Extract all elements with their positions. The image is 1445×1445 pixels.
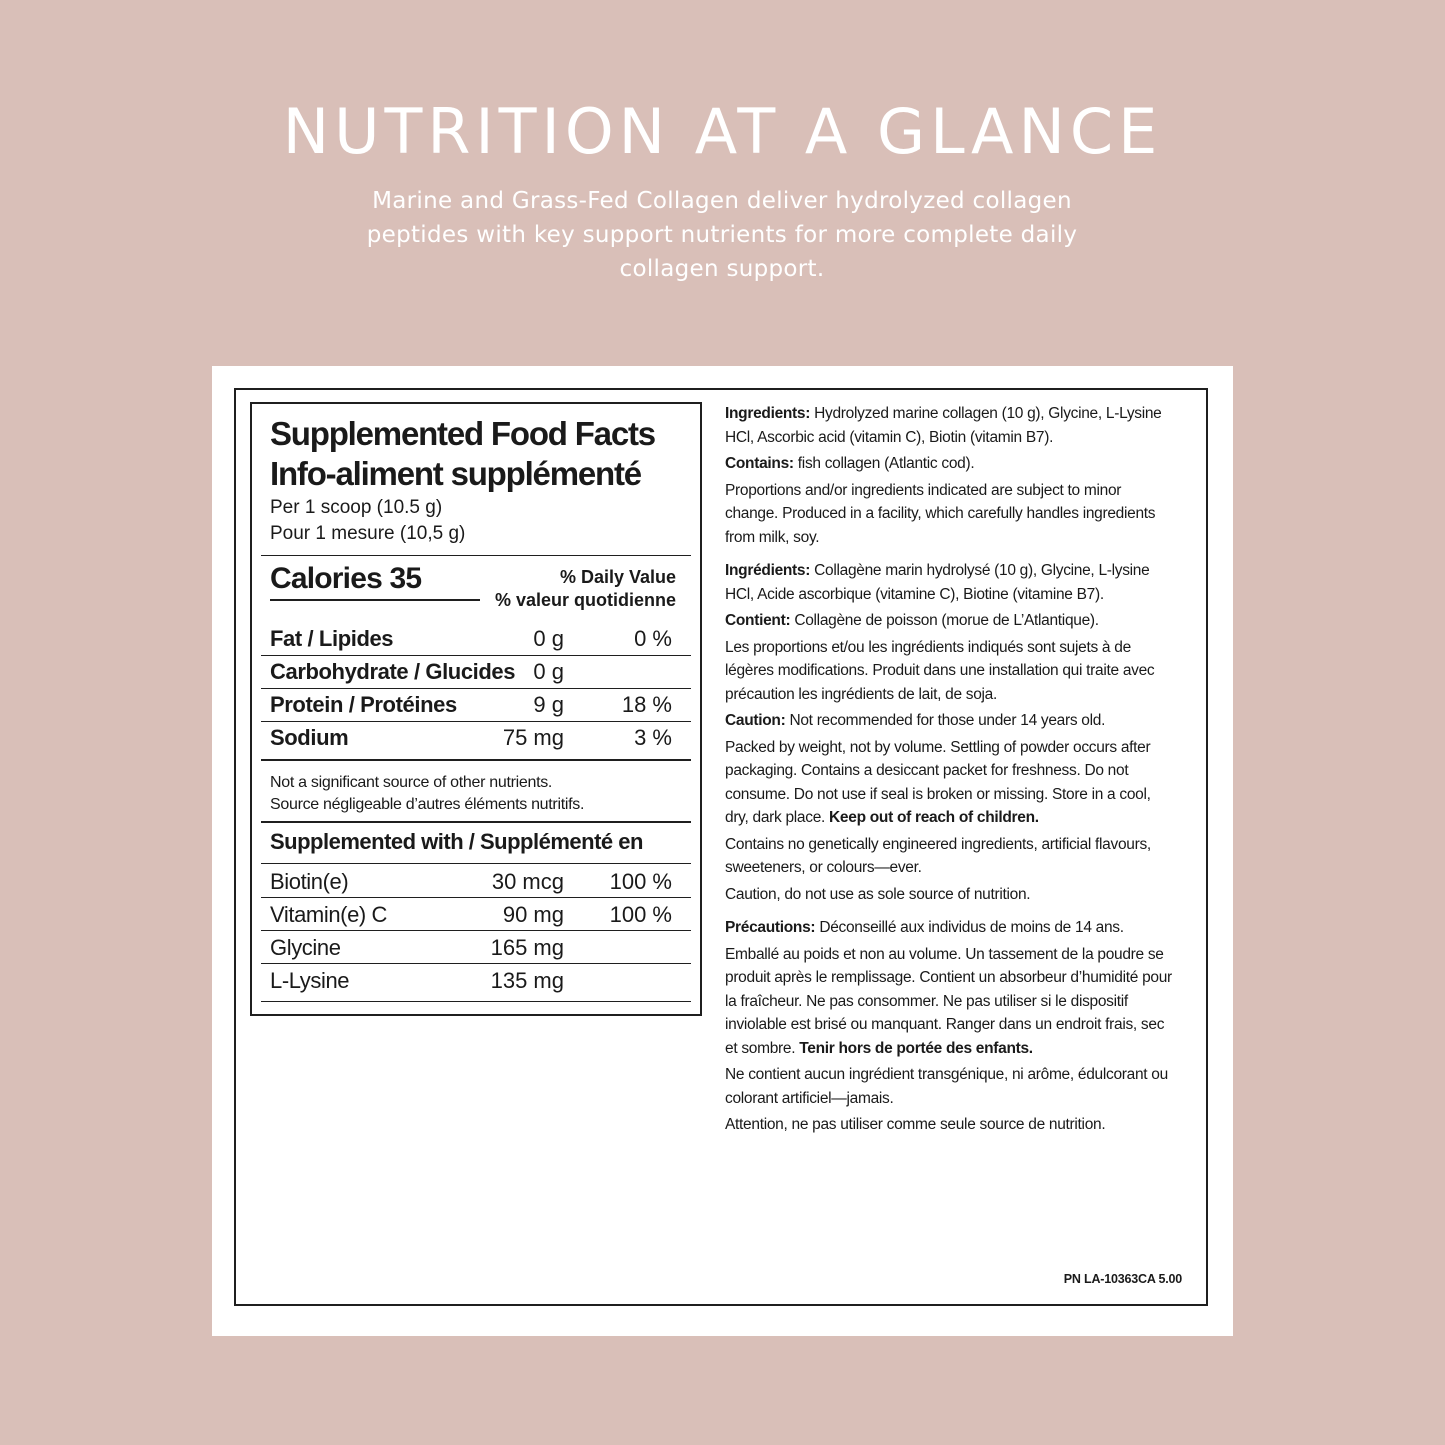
contains-fr-label: Contient: xyxy=(725,612,791,629)
precautions-text: Déconseillé aux individus de moins de 14 ans. xyxy=(819,919,1124,936)
supplement-amount: 165 mg xyxy=(490,935,564,960)
contains-fr-text: Collagène de poisson (morue de L’Atlantique). xyxy=(794,612,1099,629)
label-card xyxy=(212,366,1233,1336)
ingredients-fr-label: Ingrédients: xyxy=(725,562,811,579)
nutrient-row xyxy=(270,655,690,688)
contains-text: fish collagen (Atlantic cod). xyxy=(797,455,975,472)
daily-value-en: % Daily Value xyxy=(559,567,676,587)
facts-title xyxy=(270,414,690,494)
caution-en xyxy=(725,709,1175,733)
supplemented-header: Supplemented with / Supplémenté en xyxy=(270,829,643,854)
nutrient-amount: 0 g xyxy=(533,659,564,684)
supplement-amount: 90 mg xyxy=(502,902,564,927)
nutrient-row xyxy=(270,721,690,754)
supplement-row xyxy=(270,964,690,997)
caution-text: Not recommended for those under 14 years old. xyxy=(789,712,1106,729)
page-subtitle: Marine and Grass-Fed Collagen deliver hydrolyzed collagen peptides with key support nutrients for more complete daily collagen support. xyxy=(366,188,1078,282)
precautions-label: Précautions: xyxy=(725,919,816,936)
packed-en xyxy=(725,736,1175,830)
sole-source-fr: Attention, ne pas utiliser comme seule source de nutrition. xyxy=(725,1116,1106,1133)
ingredients-fr-text: Collagène marin hydrolysé (10 g), Glycine, L-lysine HCl, Acide ascorbique (vitamine C), Biotine (vitamine B7). xyxy=(725,562,1150,603)
divider-thick xyxy=(261,821,691,823)
supplement-row xyxy=(270,865,690,898)
nutrient-name: Sodium xyxy=(270,725,349,750)
nutrient-note-fr: Source négligeable d’autres éléments nutritifs. xyxy=(270,796,585,813)
caution-label: Caution: xyxy=(725,712,786,729)
proportions-fr: Les proportions et/ou les ingrédients indiqués sont sujets à de légères modifications. Produit dans une installation qui traite avec précaution les ingrédients de lait, de soja. xyxy=(725,638,1155,703)
ingredients-label: Ingredients: xyxy=(725,405,811,422)
serving-size-en: Per 1 scoop (10.5 g) xyxy=(270,497,443,518)
supplement-percent: 100 % xyxy=(609,869,672,894)
serving-size-fr: Pour 1 mesure (10,5 g) xyxy=(270,523,466,544)
nutrient-note xyxy=(270,772,690,816)
packed-fr-text: Emballé au poids et non au volume. Un tassement de la poudre se produit après le remplissage. Contient un absorbeur d’humidité pour la fraîcheur. Ne pas consommer. Ne pas utiliser si le dispositif inviolable est brisé ou manquant. Ranger dans un endroit frais, sec et sombre. xyxy=(725,945,1172,1057)
divider xyxy=(261,863,691,864)
nutrient-row xyxy=(270,688,690,721)
part-number: PN LA-10363CA 5.00 xyxy=(1063,1272,1182,1286)
supplement-name: L-Lysine xyxy=(270,968,350,993)
daily-value-header xyxy=(495,566,676,612)
supplement-amount: 30 mcg xyxy=(491,869,564,894)
facts-title-en: Supplemented Food Facts xyxy=(270,415,655,452)
nutrient-percent: 0 % xyxy=(634,626,672,651)
nutrient-amount: 0 g xyxy=(533,626,564,651)
facts-table xyxy=(250,402,702,1016)
proportions-en: Proportions and/or ingredients indicated are subject to minor change. Produced in a facility, which carefully handles ingredients from milk, soy. xyxy=(725,481,1156,546)
contains-en xyxy=(725,452,1175,476)
contains-label: Contains: xyxy=(725,455,794,472)
nutrient-percent: 3 % xyxy=(634,725,672,750)
keep-out-en: Keep out of reach of children. xyxy=(829,809,1039,826)
nutrient-note-en: Not a significant source of other nutrients. xyxy=(270,774,553,791)
ingredients-text: Hydrolyzed marine collagen (10 g), Glycine, L-Lysine HCl, Ascorbic acid (vitamin C), Biotin (vitamin B7). xyxy=(725,405,1162,446)
supplement-name: Biotin(e) xyxy=(270,869,349,894)
nutrient-name: Carbohydrate / Glucides xyxy=(270,659,516,684)
divider xyxy=(261,555,691,556)
keep-out-fr: Tenir hors de portée des enfants. xyxy=(799,1039,1033,1057)
calories: Calories 35 xyxy=(270,561,480,601)
label-border xyxy=(234,388,1208,1306)
supplement-name: Vitamin(e) C xyxy=(270,902,388,927)
ingredients-en xyxy=(725,402,1175,449)
nutrient-name: Fat / Lipides xyxy=(270,626,394,651)
supplement-row xyxy=(270,931,690,964)
supplement-percent: 100 % xyxy=(609,902,672,927)
supplement-row xyxy=(270,898,690,931)
daily-value-fr: % valeur quotidienne xyxy=(494,590,676,610)
nutrient-percent: 18 % xyxy=(621,692,672,717)
supplement-name: Glycine xyxy=(270,935,341,960)
label-text-column xyxy=(725,402,1175,1140)
sole-source-en: Caution, do not use as sole source of nutrition. xyxy=(725,885,1031,903)
packed-en-text: Packed by weight, not by volume. Settling of powder occurs after packaging. Contains a desiccant packet for freshness. Do not consume. Do not use if seal is broken or missing. Store in a cool, dry, dark place. xyxy=(725,738,1151,826)
nutrient-row xyxy=(270,622,690,655)
contains-fr xyxy=(725,609,1175,633)
serving-size xyxy=(270,495,690,547)
nutrient-name: Protein / Protéines xyxy=(270,692,457,717)
divider-thick xyxy=(261,759,691,761)
facts-title-fr: Info-aliment supplémenté xyxy=(270,455,641,492)
ingredients-fr xyxy=(725,559,1175,606)
no-gmo-en: Contains no genetically engineered ingredients, artificial flavours, sweeteners, or colours—ever. xyxy=(725,835,1151,876)
nutrient-amount: 9 g xyxy=(533,692,564,717)
divider xyxy=(261,1001,691,1002)
packed-fr xyxy=(725,943,1175,1061)
precautions-fr xyxy=(725,916,1175,940)
page-title: NUTRITION AT A GLANCE xyxy=(282,95,1163,168)
supplement-amount: 135 mg xyxy=(490,968,564,993)
no-gmo-fr: Ne contient aucun ingrédient transgénique, ni arôme, édulcorant ou colorant artificiel—jamais. xyxy=(725,1066,1168,1107)
nutrient-amount: 75 mg xyxy=(502,725,564,750)
